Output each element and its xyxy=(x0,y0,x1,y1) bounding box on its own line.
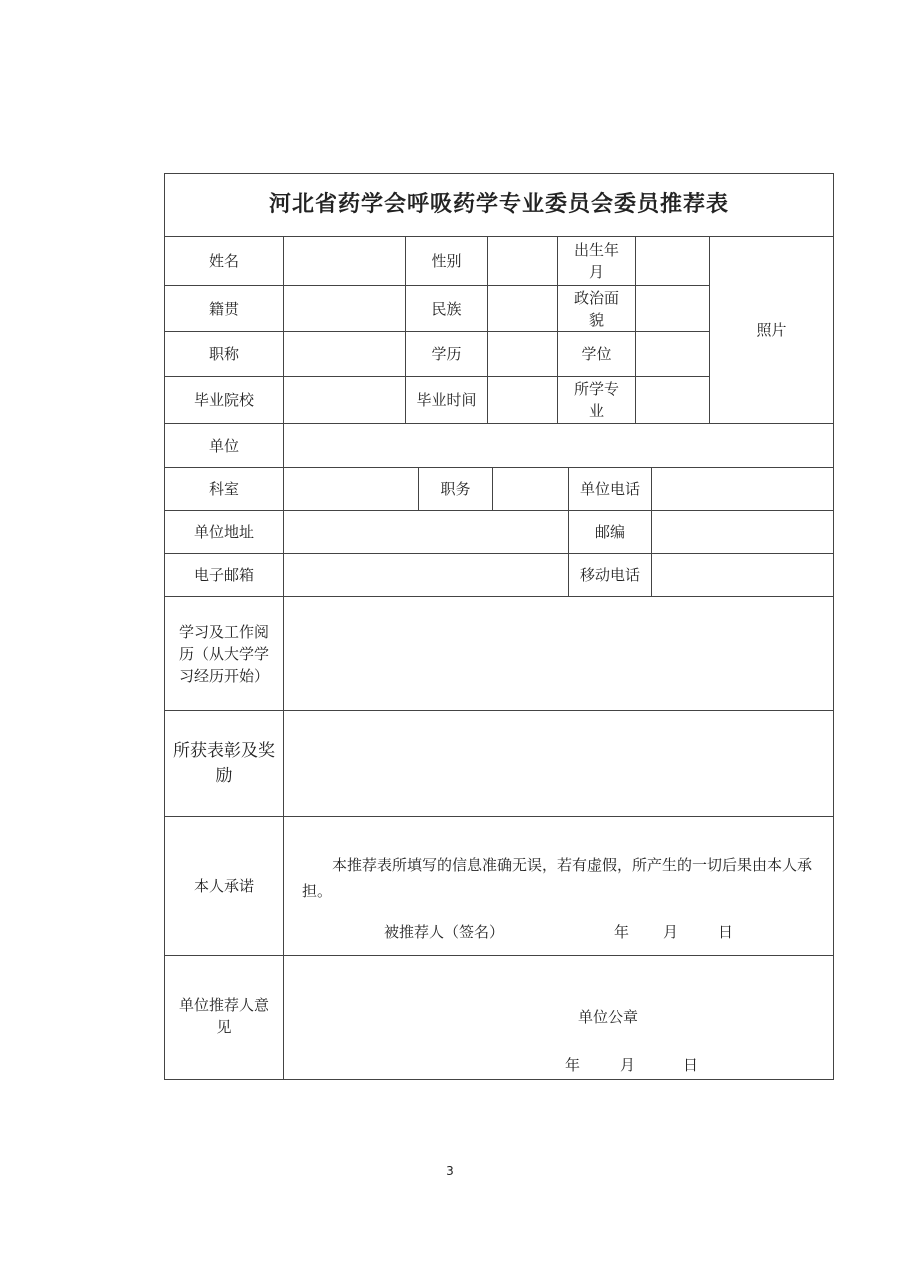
page-number: 3 xyxy=(446,1164,454,1178)
position-field[interactable] xyxy=(493,468,569,511)
label-postcode: 邮编 xyxy=(569,511,652,554)
label-title: 职称 xyxy=(165,332,284,377)
commitment-month: 月 xyxy=(663,923,679,941)
unit-seal-label: 单位公章 xyxy=(578,1008,639,1026)
recommendation-month: 月 xyxy=(620,1056,636,1074)
label-gender: 性别 xyxy=(406,237,488,286)
recommendation-area xyxy=(284,956,833,1079)
label-major: 所学专业 xyxy=(558,377,636,424)
commitment-area xyxy=(284,817,833,956)
degree-field[interactable] xyxy=(636,332,710,377)
political-status-field[interactable] xyxy=(636,286,710,332)
commitment-year: 年 xyxy=(614,923,630,941)
label-position: 职务 xyxy=(419,468,493,511)
recommendation-form xyxy=(164,173,834,1080)
work-address-field[interactable] xyxy=(284,511,569,554)
postcode-field[interactable] xyxy=(652,511,833,554)
label-education: 学历 xyxy=(406,332,488,377)
label-commitment: 本人承诺 xyxy=(165,817,284,956)
commitment-day: 日 xyxy=(718,923,734,941)
label-awards: 所获表彰及奖励 xyxy=(165,711,284,817)
label-department: 科室 xyxy=(165,468,284,511)
department-field[interactable] xyxy=(284,468,419,511)
label-graduate-school: 毕业院校 xyxy=(165,377,284,424)
work-phone-field[interactable] xyxy=(652,468,833,511)
label-mobile: 移动电话 xyxy=(569,554,652,597)
signer-label: 被推荐人（签名） xyxy=(384,923,505,941)
label-birth: 出生年月 xyxy=(558,237,636,286)
label-email: 电子邮箱 xyxy=(165,554,284,597)
label-work-phone: 单位电话 xyxy=(569,468,652,511)
awards-field[interactable] xyxy=(284,711,833,817)
label-political-status: 政治面貌 xyxy=(558,286,636,332)
label-ethnicity: 民族 xyxy=(406,286,488,332)
label-name: 姓名 xyxy=(165,237,284,286)
graduate-school-field[interactable] xyxy=(284,377,406,424)
mobile-field[interactable] xyxy=(652,554,833,597)
label-photo: 照片 xyxy=(756,321,787,339)
graduation-time-field[interactable] xyxy=(488,377,558,424)
label-native-place: 籍贯 xyxy=(165,286,284,332)
label-recommendation: 单位推荐人意见 xyxy=(165,956,284,1079)
gender-field[interactable] xyxy=(488,237,558,286)
study-work-history-field[interactable] xyxy=(284,597,833,711)
commitment-text: 本推荐表所填写的信息准确无误，若有虚假，所产生的一切后果由本人承担。 xyxy=(302,856,813,900)
form-title: 河北省药学会呼吸药学专业委员会委员推荐表 xyxy=(165,174,833,237)
label-work-address: 单位地址 xyxy=(165,511,284,554)
recommendation-day: 日 xyxy=(683,1056,699,1074)
name-field[interactable] xyxy=(284,237,406,286)
label-graduation-time: 毕业时间 xyxy=(406,377,488,424)
major-field[interactable] xyxy=(636,377,710,424)
photo-box[interactable] xyxy=(710,237,833,424)
label-study-work-history: 学习及工作阅历（从大学学习经历开始） xyxy=(165,597,284,711)
employer-field[interactable] xyxy=(284,424,833,468)
birth-field[interactable] xyxy=(636,237,710,286)
title-field[interactable] xyxy=(284,332,406,377)
label-employer: 单位 xyxy=(165,424,284,468)
label-degree: 学位 xyxy=(558,332,636,377)
native-place-field[interactable] xyxy=(284,286,406,332)
email-field[interactable] xyxy=(284,554,569,597)
recommendation-year: 年 xyxy=(565,1056,581,1074)
education-field[interactable] xyxy=(488,332,558,377)
ethnicity-field[interactable] xyxy=(488,286,558,332)
